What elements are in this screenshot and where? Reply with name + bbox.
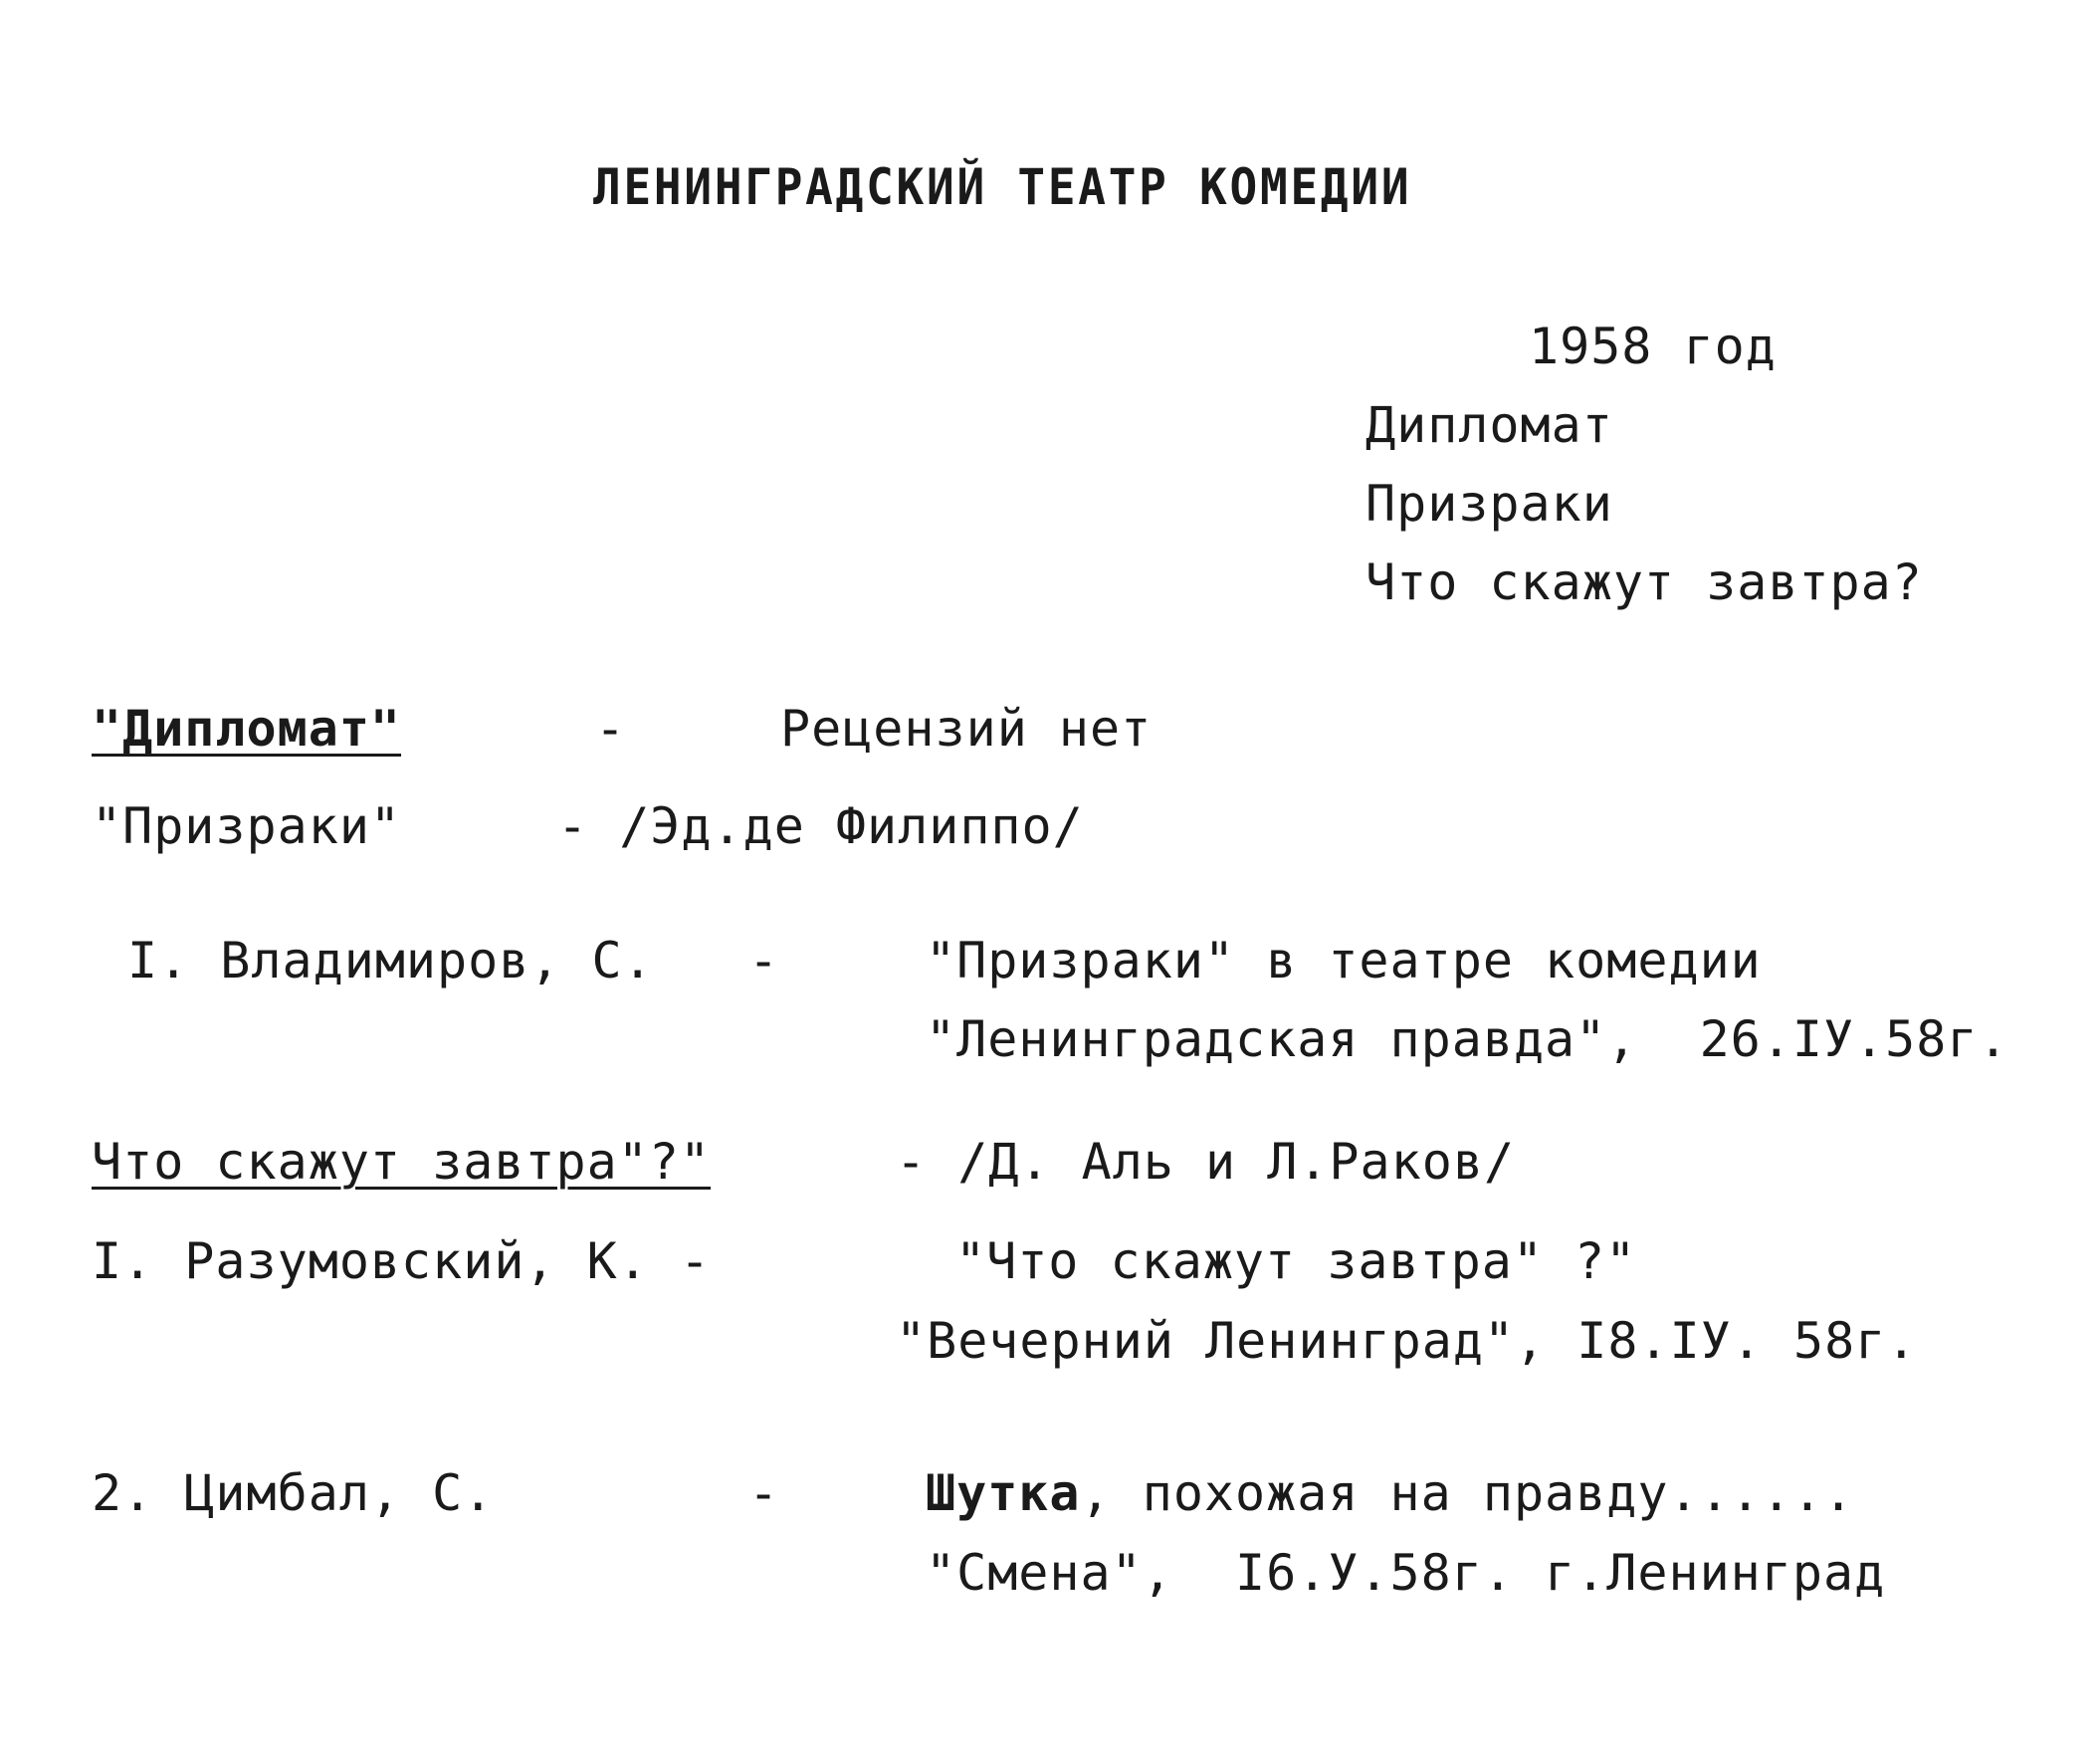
section-dash-diplomat: - xyxy=(595,700,627,758)
season-play-3: Что скажут завтра? xyxy=(1365,553,1923,611)
section-title-diplomat: "Дипломат" xyxy=(92,700,402,758)
review-author-tomorrow-1: I. Разумовский, К. - xyxy=(92,1232,712,1290)
review-author-ghosts-1: I. Владимиров, С. xyxy=(127,932,654,989)
section-title-ghosts: "Призраки" xyxy=(92,797,402,855)
review-source-tomorrow-1: "Вечерний Ленинград", I8.IУ. 58г. xyxy=(896,1312,1918,1370)
review-title-bold-word: Шутка xyxy=(926,1464,1081,1522)
section-note-diplomat: Рецензий нет xyxy=(780,700,1153,758)
section-author-tomorrow: - /Д. Аль и Л.Раков/ xyxy=(896,1133,1516,1191)
document-title: ЛЕНИНГРАДСКИЙ ТЕАТР КОМЕДИИ xyxy=(593,158,1412,216)
season-play-1: Дипломат xyxy=(1365,396,1613,454)
review-title-ghosts-1: "Призраки" в театре комедии xyxy=(926,932,1762,989)
review-dash-ghosts-1: - xyxy=(748,932,780,989)
section-author-ghosts: - /Эд.де Филиппо/ xyxy=(557,797,1084,855)
review-source-ghosts-1: "Ленинградская правда", 26.IУ.58г. xyxy=(926,1010,2009,1068)
review-author-tomorrow-2: 2. Цимбал, С. xyxy=(92,1464,495,1522)
section-title-tomorrow: Что скажут завтра"?" xyxy=(92,1133,712,1191)
review-title-tomorrow-2 xyxy=(926,1463,1854,1523)
season-play-2: Призраки xyxy=(1365,475,1613,533)
season-year: 1958 год xyxy=(1529,318,1777,375)
review-dash-tomorrow-2: - xyxy=(748,1464,780,1522)
review-source-tomorrow-2: "Смена", I6.У.58г. г.Ленинград xyxy=(926,1544,1886,1602)
review-title-tomorrow-1: "Что скажут завтра" ?" xyxy=(955,1232,1637,1290)
review-title-rest: , похожая на правду...... xyxy=(1080,1464,1855,1522)
